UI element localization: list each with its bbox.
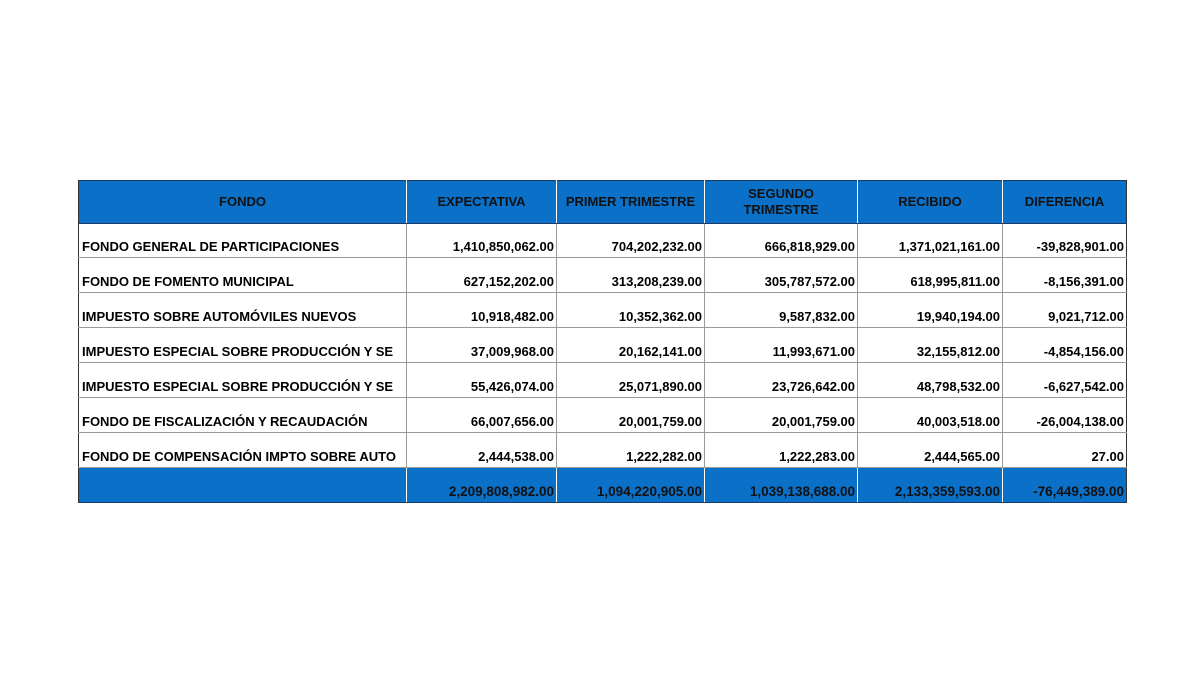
table-row [79, 328, 1127, 363]
diferencia-cell: 27.00 [1003, 433, 1127, 468]
diferencia-cell: -26,004,138.00 [1003, 398, 1127, 433]
recibido-cell: 48,798,532.00 [858, 363, 1003, 398]
totals-label-cell [79, 468, 407, 503]
diferencia-cell: -6,627,542.00 [1003, 363, 1127, 398]
expectativa-cell: 55,426,074.00 [407, 363, 557, 398]
segundo-trimestre-cell: 11,993,671.00 [705, 328, 858, 363]
table-row [79, 363, 1127, 398]
diferencia-cell: 9,021,712.00 [1003, 293, 1127, 328]
fondo-cell: IMPUESTO ESPECIAL SOBRE PRODUCCIÓN Y SE [79, 328, 407, 363]
diferencia-cell: -8,156,391.00 [1003, 258, 1127, 293]
expectativa-cell: 627,152,202.00 [407, 258, 557, 293]
fondo-cell: FONDO GENERAL DE PARTICIPACIONES [79, 224, 407, 258]
table-row [79, 224, 1127, 258]
segundo-trimestre-cell: 305,787,572.00 [705, 258, 858, 293]
primer-trimestre-cell: 25,071,890.00 [557, 363, 705, 398]
fondo-cell: IMPUESTO SOBRE AUTOMÓVILES NUEVOS [79, 293, 407, 328]
diferencia-cell: -4,854,156.00 [1003, 328, 1127, 363]
primer-trimestre-cell: 1,222,282.00 [557, 433, 705, 468]
segundo-trimestre-cell: 1,222,283.00 [705, 433, 858, 468]
total-primer-trimestre: 1,094,220,905.00 [557, 468, 705, 503]
header-expectativa: EXPECTATIVA [407, 181, 557, 224]
primer-trimestre-cell: 313,208,239.00 [557, 258, 705, 293]
total-recibido: 2,133,359,593.00 [858, 468, 1003, 503]
spreadsheet [78, 180, 1126, 503]
header-recibido: RECIBIDO [858, 181, 1003, 224]
fondo-cell: IMPUESTO ESPECIAL SOBRE PRODUCCIÓN Y SE [79, 363, 407, 398]
header-row [79, 181, 1127, 224]
total-segundo-trimestre: 1,039,138,688.00 [705, 468, 858, 503]
fondo-cell: FONDO DE FISCALIZACIÓN Y RECAUDACIÓN [79, 398, 407, 433]
header-primer-trimestre: PRIMER TRIMESTRE [557, 181, 705, 224]
table-row [79, 258, 1127, 293]
expectativa-cell: 37,009,968.00 [407, 328, 557, 363]
primer-trimestre-cell: 10,352,362.00 [557, 293, 705, 328]
header-diferencia: DIFERENCIA [1003, 181, 1127, 224]
segundo-trimestre-cell: 23,726,642.00 [705, 363, 858, 398]
recibido-cell: 19,940,194.00 [858, 293, 1003, 328]
header-segundo-trimestre: SEGUNDO TRIMESTRE [705, 181, 858, 224]
recibido-cell: 1,371,021,161.00 [858, 224, 1003, 258]
total-expectativa: 2,209,808,982.00 [407, 468, 557, 503]
primer-trimestre-cell: 704,202,232.00 [557, 224, 705, 258]
recibido-cell: 2,444,565.00 [858, 433, 1003, 468]
recibido-cell: 40,003,518.00 [858, 398, 1003, 433]
primer-trimestre-cell: 20,001,759.00 [557, 398, 705, 433]
segundo-trimestre-cell: 20,001,759.00 [705, 398, 858, 433]
fondo-cell: FONDO DE COMPENSACIÓN IMPTO SOBRE AUTO [79, 433, 407, 468]
expectativa-cell: 1,410,850,062.00 [407, 224, 557, 258]
fondo-cell: FONDO DE FOMENTO MUNICIPAL [79, 258, 407, 293]
segundo-trimestre-cell: 9,587,832.00 [705, 293, 858, 328]
diferencia-cell: -39,828,901.00 [1003, 224, 1127, 258]
table-row [79, 293, 1127, 328]
segundo-trimestre-cell: 666,818,929.00 [705, 224, 858, 258]
participaciones-table [78, 180, 1127, 503]
recibido-cell: 618,995,811.00 [858, 258, 1003, 293]
header-fondo: FONDO [79, 181, 407, 224]
primer-trimestre-cell: 20,162,141.00 [557, 328, 705, 363]
table-row [79, 398, 1127, 433]
table-row [79, 433, 1127, 468]
expectativa-cell: 10,918,482.00 [407, 293, 557, 328]
recibido-cell: 32,155,812.00 [858, 328, 1003, 363]
total-diferencia: -76,449,389.00 [1003, 468, 1127, 503]
expectativa-cell: 66,007,656.00 [407, 398, 557, 433]
totals-row [79, 468, 1127, 503]
expectativa-cell: 2,444,538.00 [407, 433, 557, 468]
